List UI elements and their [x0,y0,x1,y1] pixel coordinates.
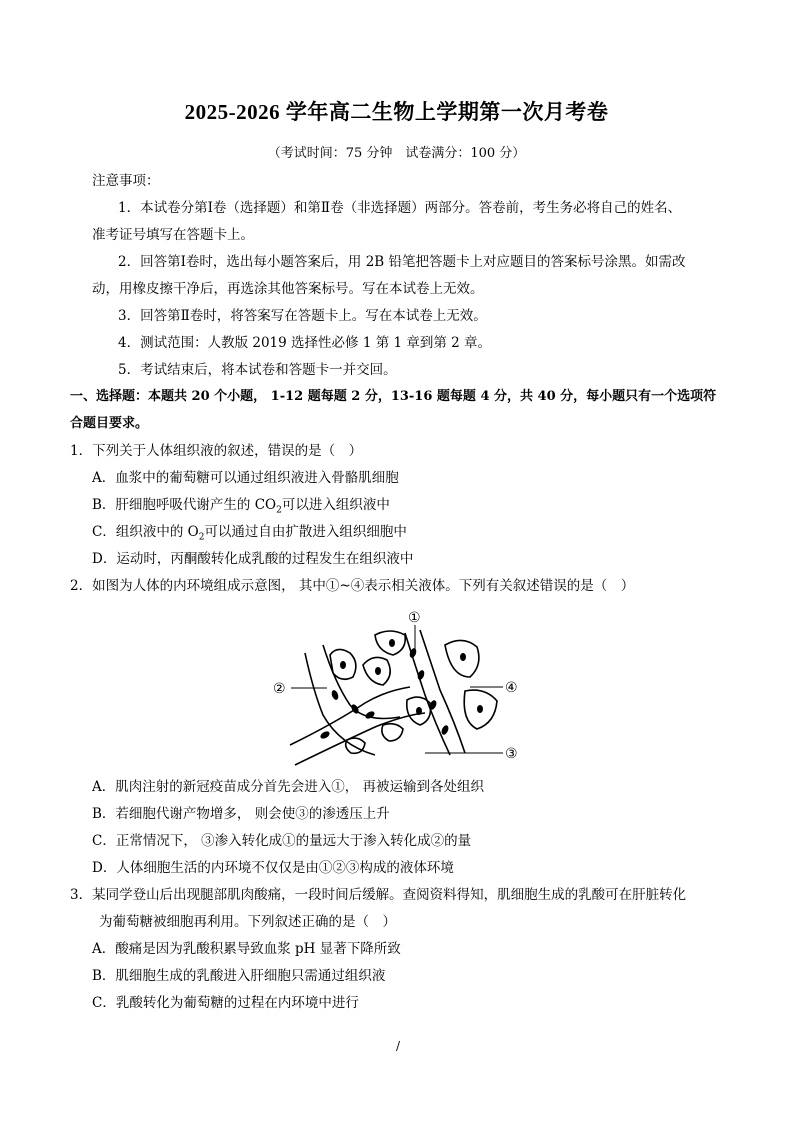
page-title: 2025-2026 学年高二生物上学期第一次月考卷 [184,100,609,124]
q3-option-c: C．乳酸转化为葡萄糖的过程在内环境中进行 [92,995,359,1011]
q2-option-b: B．若细胞代谢产物增多， 则会使③的渗透压上升 [92,806,390,822]
figure-label-1: ① [408,610,421,626]
section-heading-cont: 合题目要求。 [70,416,149,431]
blood-cell [440,724,450,736]
figure-label-2: ② [273,681,286,697]
question-3-stem-cont: 为葡萄糖被细胞再利用。下列叙述正确的是（ ） [99,914,396,930]
note-line: 3．回答第Ⅱ卷时，将答案写在答题卡上。写在本试卷上无效。 [118,308,487,324]
section-heading: 一、选择题：本题共 20 个小题， 1-12 题每题 2 分，13-16 题每题 4 分，共 40 分，每小题只有一个选项符 [70,389,717,404]
note-line: 2．回答第Ⅰ卷时，选出每小题答案后，用 2B 铅笔把答题卡上对应题目的答案标号涂黑。如需改 [118,254,686,270]
blood-cell [330,689,339,700]
tissue-cell [346,738,365,753]
q2-option-c: C．正常情况下， ③渗入转化成①的量远大于渗入转化成②的量 [92,833,472,849]
vessel-wall [420,630,465,753]
note-line: 准考证号填写在答题卡上。 [92,227,254,243]
cell-nucleus [477,705,483,713]
page-number: / [396,1039,401,1053]
notes-heading: 注意事项： [92,173,160,189]
note-line: 5．考试结束后，将本试卷和答题卡一并交回。 [118,362,397,378]
cell-nucleus [416,707,422,715]
cell-nucleus [460,653,466,661]
exam-info: （考试时间：75 分钟 试卷满分：100 分） [267,146,526,161]
question-3-stem: 3．某同学登山后出现腿部肌肉酸痛，一段时间后缓解。查阅资料得知，肌细胞生成的乳酸可在肝脏转化 [70,887,687,903]
question-2-stem: 2．如图为人体的内环境组成示意图， 其中①~④表示相关液体。下列有关叙述错误的是（ ） [70,578,635,594]
figure-label-3: ③ [505,746,518,762]
tissue-cell [382,724,403,741]
cell-nucleus [340,661,346,669]
figure-label-4: ④ [505,680,518,696]
note-line: 1．本试卷分第Ⅰ卷（选择题）和第Ⅱ卷（非选择题）两部分。答卷前，考生务必将自己的姓名、 [118,200,682,216]
note-line: 动，用橡皮擦干净后，再选涂其他答案标号。写在本试卷上无效。 [92,281,484,297]
capillary-wall [323,645,400,719]
q1-option-b: B．肝细胞呼吸代谢产生的 $CO_2$可以进入组织液中 [92,497,390,516]
q2-option-d: D．人体细胞生活的内环境不仅仅是由①②③构成的液体环境 [92,860,454,876]
lymph-cell [319,730,331,740]
internal-environment-figure [265,605,535,770]
question-1-stem: 1．下列关于人体组织液的叙述，错误的是（ ） [70,443,363,459]
q3-option-b: B．肌细胞生成的乳酸进入肝细胞只需通过组织液 [92,968,386,984]
cell-nucleus [375,667,381,675]
q1-option-d: D．运动时，丙酮酸转化成乳酸的过程发生在组织液中 [92,551,414,567]
q3-option-a: A．酸痛是因为乳酸积累导致血浆 pH 显著下降所致 [92,941,401,957]
cell-nucleus [389,639,395,647]
q1-option-c: C．组织液中的 $O_2$可以通过自由扩散进入组织细胞中 [92,524,407,543]
q2-option-a: A．肌肉注射的新冠疫苗成分首先会进入①， 再被运输到各处组织 [92,779,485,795]
lymph-wall [290,687,410,745]
q1-option-a: A．血浆中的葡萄糖可以通过组织液进入骨骼肌细胞 [92,470,399,486]
note-line: 4．测试范围：人教版 2019 选择性必修 1 第 1 章到第 2 章。 [118,335,492,351]
